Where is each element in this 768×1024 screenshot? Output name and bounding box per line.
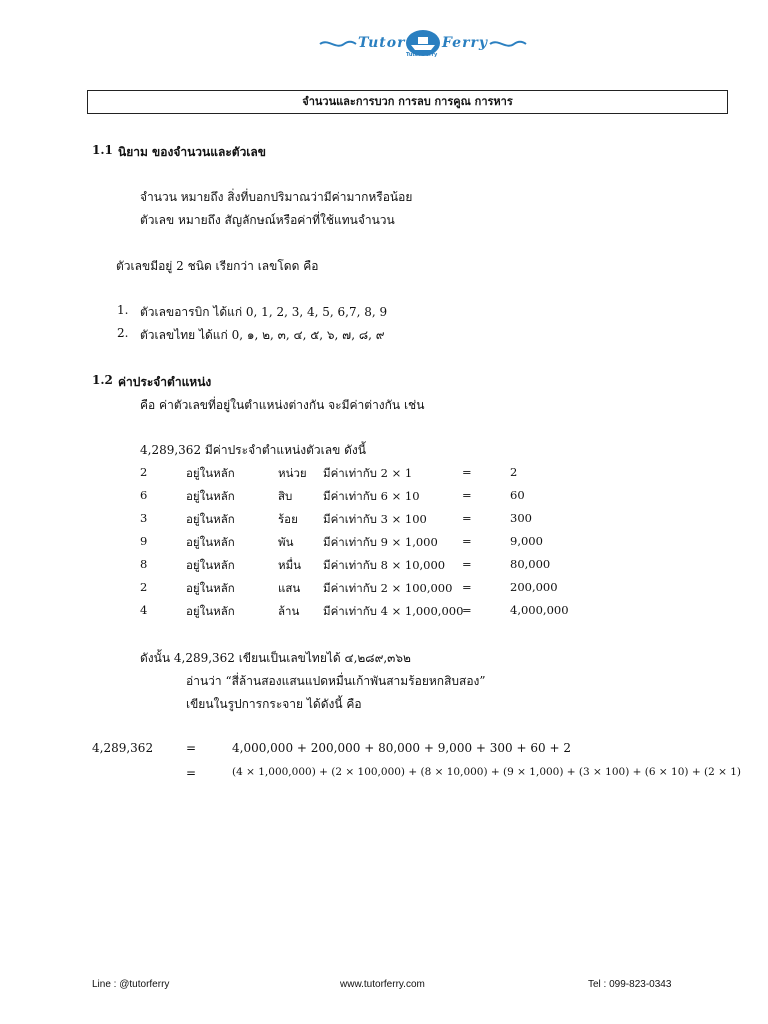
row-value: 200,000 (510, 580, 558, 594)
row-in-place: อยู่ในหลัก (186, 604, 235, 618)
row-value: 80,000 (510, 557, 551, 571)
row-in-place: อยู่ในหลัก (186, 558, 235, 572)
row-value: 9,000 (510, 534, 543, 548)
row-equals-sign: = (462, 580, 472, 594)
row-equation: มีค่าเท่ากับ 2 × 100,000 (323, 581, 453, 595)
digit-types-intro: ตัวเลขมีอยู่ 2 ชนิด เรียกว่า เลขโดด คือ (116, 259, 319, 273)
row-place-name: แสน (278, 581, 301, 595)
row-place-name: ล้าน (278, 604, 300, 618)
document-title: จำนวนและการบวก การลบ การคูณ การหาร (87, 90, 728, 114)
section2-heading: ค่าประจำตำแหน่ง (118, 375, 212, 389)
logo-subtext: Tutor Ferry (406, 52, 438, 58)
list-item-arabic-digits: ตัวเลขอารบิก ได้แก่ 0, 1, 2, 3, 4, 5, 6,7, 8, 9 (140, 305, 388, 319)
expanded-form-intro: เขียนในรูปการกระจาย ได้ดังนี้ คือ (186, 697, 362, 711)
row-equation: มีค่าเท่ากับ 2 × 1 (323, 466, 413, 480)
table-row (0, 603, 768, 621)
row-digit: 2 (140, 465, 148, 479)
expanded-form-lhs: 4,289,362 (92, 741, 154, 755)
reading-text: อ่านว่า “สี่ล้านสองแสนแปดหมื่นเก้าพันสามร้อยหกสิบสอง” (186, 674, 486, 688)
list-item-thai-digits: ตัวเลขไทย ได้แก่ 0, ๑, ๒, ๓, ๔, ๕, ๖, ๗, ๘, ๙ (140, 328, 385, 342)
row-value: 300 (510, 511, 532, 525)
row-digit: 9 (140, 534, 148, 548)
row-value: 2 (510, 465, 518, 479)
row-digit: 3 (140, 511, 148, 525)
row-equation: มีค่าเท่ากับ 9 × 1,000 (323, 535, 438, 549)
example-intro: 4,289,362 มีค่าประจำตำแหน่งตัวเลข ดังนี้ (140, 443, 366, 457)
row-equation: มีค่าเท่ากับ 8 × 10,000 (323, 558, 446, 572)
section1-number: 1.1 (92, 143, 113, 157)
row-digit: 6 (140, 488, 148, 502)
row-equals-sign: = (462, 557, 472, 571)
thai-numeral-conclusion: ดังนั้น 4,289,362 เขียนเป็นเลขไทยได้ ๔,๒๘๙,๓๖๒ (140, 651, 411, 665)
logo-text-right: Ferry (442, 35, 488, 51)
row-value: 4,000,000 (510, 603, 569, 617)
tutor-ferry-logo (318, 26, 528, 62)
list-item-number: 2. (117, 326, 129, 340)
footer-telephone: Tel : 099-823-0343 (588, 979, 672, 990)
row-digit: 2 (140, 580, 148, 594)
table-row (0, 557, 768, 575)
row-equals-sign: = (462, 511, 472, 525)
section2-number: 1.2 (92, 373, 113, 387)
definition-number: จำนวน หมายถึง สิ่งที่บอกปริมาณว่ามีค่ามากหรือน้อย (140, 190, 413, 204)
list-item-number: 1. (117, 303, 129, 317)
table-row (0, 534, 768, 552)
row-in-place: อยู่ในหลัก (186, 512, 235, 526)
footer-line-id: Line : @tutorferry (92, 979, 170, 990)
row-in-place: อยู่ในหลัก (186, 489, 235, 503)
definition-digit: ตัวเลข หมายถึง สัญลักษณ์หรือค่าที่ใช้แทนจำนวน (140, 213, 395, 227)
logo-text-left: Tutor (358, 35, 406, 51)
expanded-form-sum: 4,000,000 + 200,000 + 80,000 + 9,000 + 300 + 60 + 2 (232, 741, 571, 755)
row-equals-sign: = (462, 603, 472, 617)
row-value: 60 (510, 488, 525, 502)
row-in-place: อยู่ในหลัก (186, 581, 235, 595)
row-place-name: พัน (278, 535, 294, 549)
row-place-name: หน่วย (278, 466, 307, 480)
row-in-place: อยู่ในหลัก (186, 535, 235, 549)
table-row (0, 488, 768, 506)
row-equation: มีค่าเท่ากับ 4 × 1,000,000 (323, 604, 464, 618)
row-equation: มีค่าเท่ากับ 6 × 10 (323, 489, 420, 503)
footer-website: www.tutorferry.com (340, 979, 425, 990)
place-value-description: คือ ค่าตัวเลขที่อยู่ในตำแหน่งต่างกัน จะมีค่าต่างกัน เช่น (140, 398, 425, 412)
expanded-form-products: (4 × 1,000,000) + (2 × 100,000) + (8 × 10,000) + (9 × 1,000) + (3 × 100) + (6 × 10) + (2 × 1) (232, 766, 742, 778)
row-equals-sign: = (462, 534, 472, 548)
row-equals-sign: = (462, 465, 472, 479)
row-in-place: อยู่ในหลัก (186, 466, 235, 480)
row-place-name: หมื่น (278, 558, 302, 572)
row-place-name: ร้อย (278, 512, 298, 526)
row-equation: มีค่าเท่ากับ 3 × 100 (323, 512, 427, 526)
table-row (0, 511, 768, 529)
expanded-form-equals: = (186, 766, 197, 780)
row-place-name: สิบ (278, 489, 293, 503)
expanded-form-equals: = (186, 741, 197, 755)
row-equals-sign: = (462, 488, 472, 502)
table-row (0, 580, 768, 598)
table-row (0, 465, 768, 483)
row-digit: 8 (140, 557, 148, 571)
row-digit: 4 (140, 603, 148, 617)
section1-heading: นิยาม ของจำนวนและตัวเลข (118, 145, 266, 159)
